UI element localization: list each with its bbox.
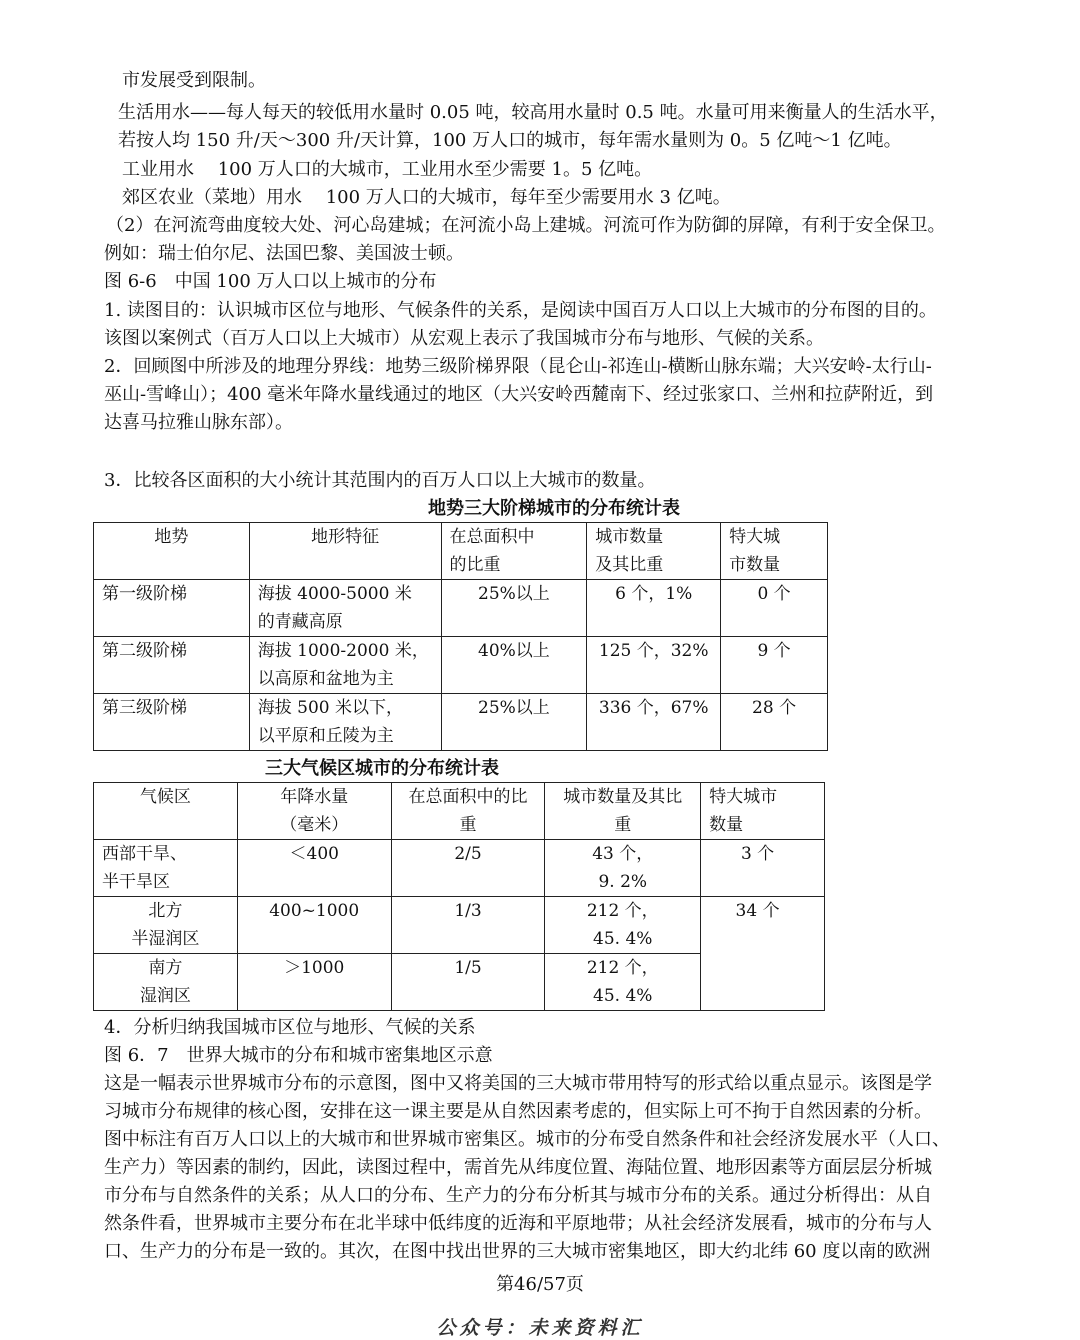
header-cell: 气候区 bbox=[94, 783, 238, 840]
figure-caption: 图 6．7 世界大城市的分布和城市密集地区示意 bbox=[104, 1045, 493, 1066]
table-cell: 1/3 bbox=[391, 897, 545, 954]
table-row bbox=[94, 637, 828, 694]
table-cell: 3 个 bbox=[701, 840, 825, 897]
header-cell: 年降水量 （毫米） bbox=[237, 783, 391, 840]
climate-table bbox=[93, 782, 825, 1011]
table-cell: 第二级阶梯 bbox=[94, 637, 250, 694]
table-cell: 海拔 4000-5000 米 的青藏高原 bbox=[249, 580, 441, 637]
paragraph-line: 生活用水——每人每天的较低用水量时 0.05 吨，较高用水量时 0.5 吨。水量可用来衡量人的生活水平， bbox=[118, 102, 948, 123]
table-row bbox=[94, 840, 825, 897]
table-row bbox=[94, 897, 825, 954]
table-cell: 0 个 bbox=[721, 580, 828, 637]
paragraph-line: 工业用水 100 万人口的大城市，工业用水至少需要 1。5 亿吨。 bbox=[122, 159, 653, 180]
table-cell: 海拔 1000-2000 米， 以高原和盆地为主 bbox=[249, 637, 441, 694]
table1-title: 地势三大阶梯城市的分布统计表 bbox=[428, 498, 680, 519]
paragraph-line: 生产力）等因素的制约，因此，读图过程中，需首先从纬度位置、海陆位置、地形因素等方面层层分析城 bbox=[104, 1157, 932, 1178]
paragraph-line: 2．回顾图中所涉及的地理分界线：地势三级阶梯界限（昆仑山-祁连山-横断山脉东端；大兴安岭-太行山- bbox=[104, 356, 932, 377]
table-cell: 125 个，32% bbox=[587, 637, 721, 694]
table-cell: 28 个 bbox=[721, 694, 828, 751]
figure-caption: 图 6-6 中国 100 万人口以上城市的分布 bbox=[104, 271, 437, 292]
table-cell: 25%以上 bbox=[441, 580, 587, 637]
paragraph-line: 若按人均 150 升/天～300 升/天计算，100 万人口的城市，每年需水量则为 0。5 亿吨～1 亿吨。 bbox=[118, 130, 902, 151]
paragraph-line: （2）在河流弯曲度较大处、河心岛建城；在河流小岛上建城。河流可作为防御的屏障，有利于安全保卫。 bbox=[106, 215, 946, 236]
table-cell: ＜400 bbox=[237, 840, 391, 897]
table-header-row bbox=[94, 783, 825, 840]
terrain-table bbox=[93, 522, 828, 751]
table-cell: 400~1000 bbox=[237, 897, 391, 954]
table-cell-merged: 34 个 bbox=[701, 897, 825, 1011]
header-cell: 特大城市 数量 bbox=[701, 783, 825, 840]
header-cell: 地形特征 bbox=[249, 523, 441, 580]
paragraph-line: 市分布与自然条件的关系；从人口的分布、生产力的分布分析其与城市分布的关系。通过分析得出：从自 bbox=[104, 1185, 932, 1206]
table2-title: 三大气候区城市的分布统计表 bbox=[265, 758, 499, 779]
paragraph-line: 市发展受到限制。 bbox=[122, 70, 266, 91]
table-cell: 第三级阶梯 bbox=[94, 694, 250, 751]
header-cell: 特大城 市数量 bbox=[721, 523, 828, 580]
paragraph-line: 这是一幅表示世界城市分布的示意图，图中又将美国的三大城市带用特写的形式给以重点显示。该图是学 bbox=[104, 1073, 932, 1094]
table-cell: 6 个，1% bbox=[587, 580, 721, 637]
table-cell: 海拔 500 米以下， 以平原和丘陵为主 bbox=[249, 694, 441, 751]
paragraph-line: 3．比较各区面积的大小统计其范围内的百万人口以上大城市的数量。 bbox=[104, 470, 656, 491]
header-cell: 城市数量 及其比重 bbox=[587, 523, 721, 580]
table-header-row bbox=[94, 523, 828, 580]
brand-watermark: 公众号：未来资料汇 bbox=[436, 1317, 644, 1339]
table-row bbox=[94, 580, 828, 637]
paragraph-line: 1. 读图目的：认识城市区位与地形、气候条件的关系，是阅读中国百万人口以上大城市的分布图的目的。 bbox=[104, 300, 937, 321]
paragraph-line: 图中标注有百万人口以上的大城市和世界城市密集区。城市的分布受自然条件和社会经济发展水平（人口、 bbox=[104, 1129, 950, 1150]
table-cell: 212 个， 45. 4% bbox=[545, 954, 701, 1011]
table-cell: 336 个，67% bbox=[587, 694, 721, 751]
paragraph-line: 巫山-雪峰山）；400 毫米年降水量线通过的地区（大兴安岭西麓南下、经过张家口、兰州和拉萨附近，到 bbox=[104, 384, 934, 405]
table-cell: ＞1000 bbox=[237, 954, 391, 1011]
table-cell: 第一级阶梯 bbox=[94, 580, 250, 637]
header-cell: 地势 bbox=[94, 523, 250, 580]
paragraph-line: 4．分析归纳我国城市区位与地形、气候的关系 bbox=[104, 1017, 476, 1038]
table-cell: 2/5 bbox=[391, 840, 545, 897]
table-cell: 9 个 bbox=[721, 637, 828, 694]
table-row bbox=[94, 694, 828, 751]
paragraph-line: 达喜马拉雅山脉东部）。 bbox=[104, 412, 293, 433]
paragraph-line: 郊区农业（菜地）用水 100 万人口的大城市，每年至少需要用水 3 亿吨。 bbox=[122, 187, 731, 208]
table-cell: 25%以上 bbox=[441, 694, 587, 751]
paragraph-line: 口、生产力的分布是一致的。其次，在图中找出世界的三大城市密集地区，即大约北纬 60 度以南的欧洲 bbox=[104, 1241, 931, 1262]
table-cell: 北方 半湿润区 bbox=[94, 897, 238, 954]
table-cell: 西部干旱、 半干旱区 bbox=[94, 840, 238, 897]
table-cell: 南方 湿润区 bbox=[94, 954, 238, 1011]
table-cell: 43 个， 9. 2% bbox=[545, 840, 701, 897]
table-cell: 40%以上 bbox=[441, 637, 587, 694]
header-cell: 城市数量及其比 重 bbox=[545, 783, 701, 840]
paragraph-line: 习城市分布规律的核心图，安排在这一课主要是从自然因素考虑的，但实际上可不拘于自然因素的分析。 bbox=[104, 1101, 932, 1122]
table-cell: 212 个， 45. 4% bbox=[545, 897, 701, 954]
header-cell: 在总面积中的比 重 bbox=[391, 783, 545, 840]
table-cell: 1/5 bbox=[391, 954, 545, 1011]
header-cell: 在总面积中 的比重 bbox=[441, 523, 587, 580]
paragraph-line: 然条件看，世界城市主要分布在北半球中低纬度的近海和平原地带；从社会经济发展看，城市的分布与人 bbox=[104, 1213, 932, 1234]
page-number: 第46/57页 bbox=[496, 1274, 584, 1295]
paragraph-line: 例如：瑞士伯尔尼、法国巴黎、美国波士顿。 bbox=[104, 243, 464, 264]
paragraph-line: 该图以案例式（百万人口以上大城市）从宏观上表示了我国城市分布与地形、气候的关系。 bbox=[104, 328, 824, 349]
